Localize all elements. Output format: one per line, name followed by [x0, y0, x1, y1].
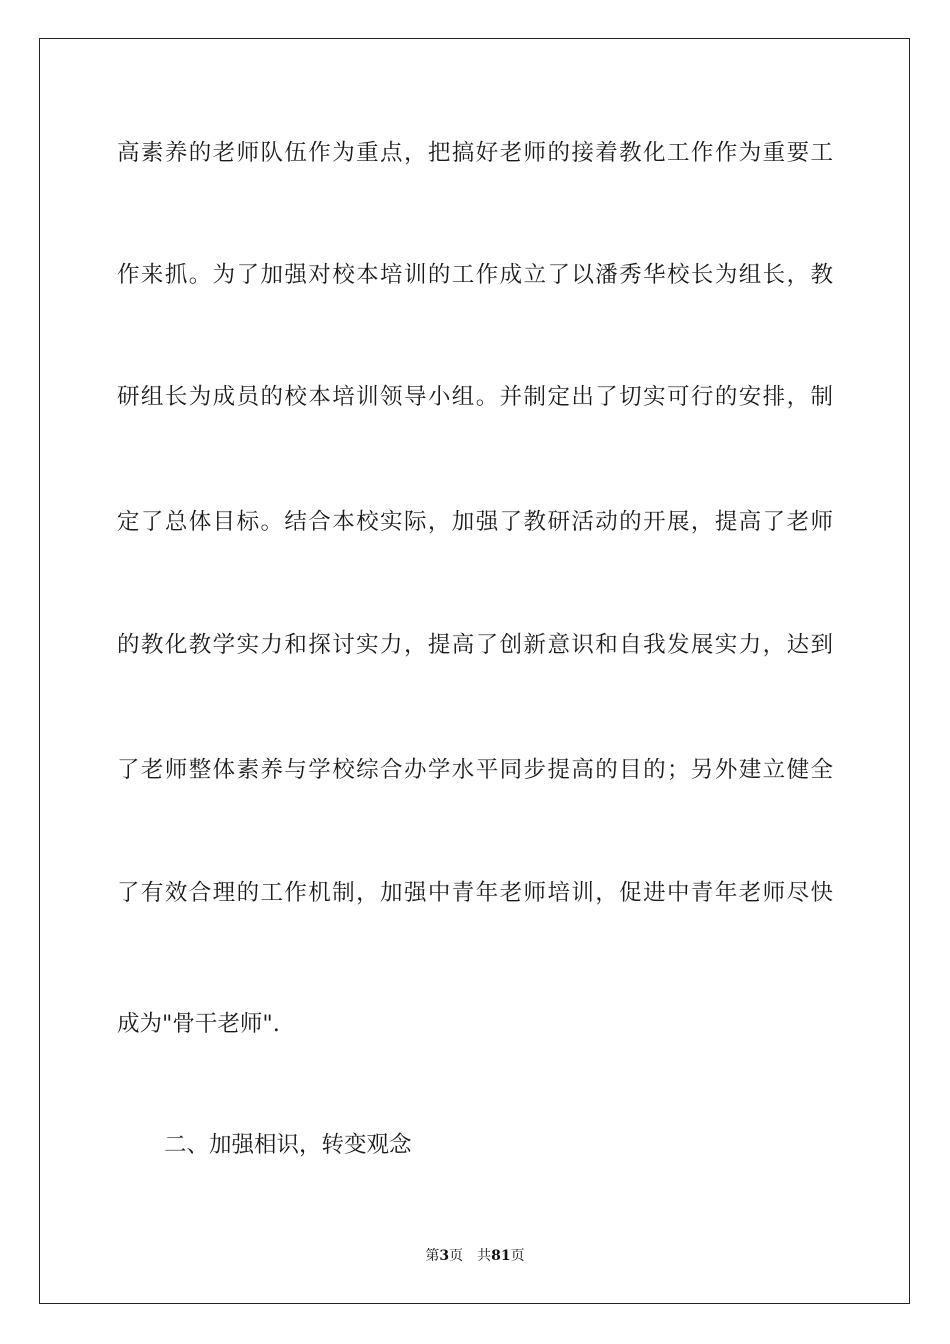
paragraph-line-8: 成为"骨干老师". — [117, 1011, 280, 1037]
section-heading: 二、加强相识，转变观念 — [164, 1132, 412, 1158]
paragraph-line-6: 了老师整体素养与学校综合办学水平同步提高的目的；另外建立健全 — [117, 757, 833, 783]
page-border — [39, 38, 910, 1304]
page-footer — [0, 1247, 950, 1265]
total-pages: 81 — [491, 1248, 511, 1264]
page-number: 3 — [439, 1248, 450, 1264]
paragraph-line-5: 的教化教学实力和探讨实力，提高了创新意识和自我发展实力，达到 — [117, 632, 833, 658]
total-prefix: 共 — [477, 1248, 492, 1264]
paragraph-line-1: 高素养的老师队伍作为重点，把搞好老师的接着教化工作作为重要工 — [117, 140, 833, 166]
page-prefix: 第 — [425, 1248, 440, 1264]
paragraph-line-2: 作来抓。为了加强对校本培训的工作成立了以潘秀华校长为组长，教 — [117, 262, 833, 288]
paragraph-line-4: 定了总体目标。结合本校实际，加强了教研活动的开展，提高了老师 — [117, 509, 833, 535]
paragraph-line-7: 了有效合理的工作机制，加强中青年老师培训，促进中青年老师尽快 — [117, 880, 833, 906]
total-suffix: 页 — [510, 1248, 525, 1264]
page-suffix: 页 — [449, 1248, 464, 1264]
paragraph-line-3: 研组长为成员的校本培训领导小组。并制定出了切实可行的安排，制 — [117, 384, 833, 410]
